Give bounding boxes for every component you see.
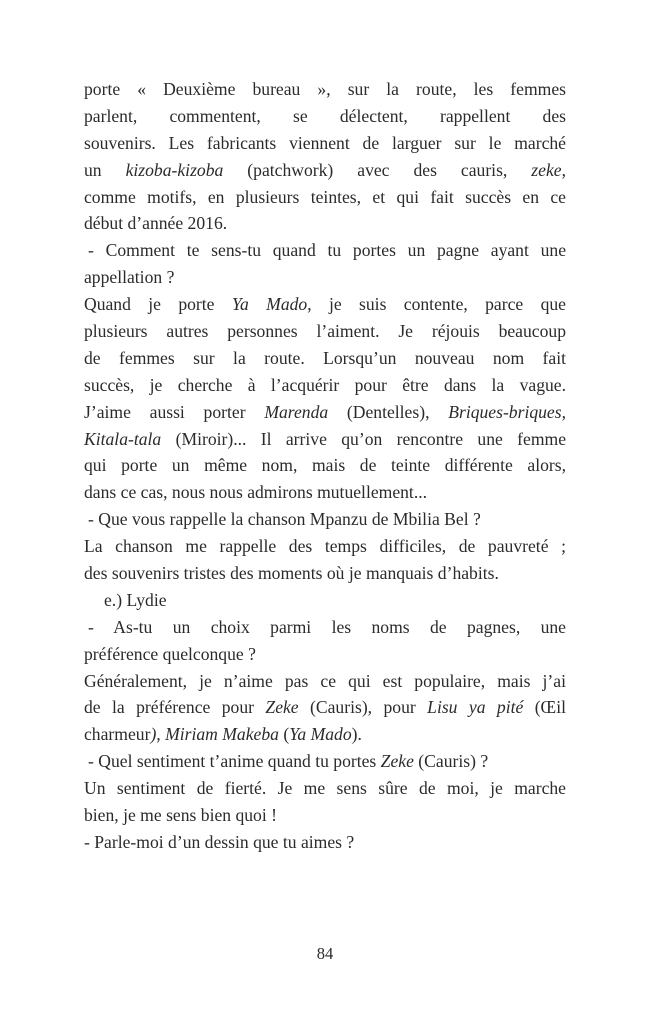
page-number: 84 bbox=[316, 944, 334, 963]
text-line: début d’année 2016. bbox=[84, 213, 228, 234]
text-line: un kizoba-kizoba (patchwork) avec des cauris, zeke, bbox=[84, 159, 566, 180]
text-line: de femmes sur la route. Lorsqu’un nouveau nom fait bbox=[84, 347, 566, 368]
text-line: parlent, commentent, se délectent, rappellent des bbox=[84, 105, 566, 126]
text-line: succès, je cherche à l’acquérir pour être dans la vague. bbox=[84, 374, 566, 395]
section-heading: e.) Lydie bbox=[104, 589, 167, 610]
text-line: préférence quelconque ? bbox=[84, 643, 256, 664]
question-line: - Quel sentiment t’anime quand tu portes Zeke (Cauris) ? bbox=[88, 751, 489, 772]
text-line: appellation ? bbox=[84, 267, 175, 288]
text-line: J’aime aussi porter Marenda (Dentelles), Briques-briques, bbox=[84, 401, 566, 422]
text-line: de la préférence pour Zeke (Cauris), pour Lisu ya pité (Œil bbox=[84, 697, 566, 718]
text-line: dans ce cas, nous nous admirons mutuellement... bbox=[84, 482, 428, 503]
text-line: comme motifs, en plusieurs teintes, et qui fait succès en ce bbox=[84, 186, 566, 207]
text-line: qui porte un même nom, mais de teinte différente alors, bbox=[84, 455, 566, 476]
text-line: bien, je me sens bien quoi ! bbox=[84, 805, 277, 826]
text-line: souvenirs. Les fabricants viennent de larguer sur le marché bbox=[84, 132, 566, 153]
question-line: - Comment te sens-tu quand tu portes un pagne ayant une bbox=[88, 240, 566, 261]
text-line: des souvenirs tristes des moments où je manquais d’habits. bbox=[84, 563, 499, 584]
question-line: - Parle-moi d’un dessin que tu aimes ? bbox=[84, 831, 355, 852]
question-line: - As-tu un choix parmi les noms de pagnes, une bbox=[88, 616, 566, 637]
text-line: charmeur), Miriam Makeba (Ya Mado). bbox=[84, 724, 362, 745]
text-line: Quand je porte Ya Mado, je suis contente, parce que bbox=[84, 294, 566, 315]
page-body bbox=[84, 76, 566, 856]
text-line: plusieurs autres personnes l’aiment. Je réjouis beaucoup bbox=[84, 321, 566, 342]
text-line: porte « Deuxième bureau », sur la route, les femmes bbox=[84, 79, 566, 99]
text-line: Un sentiment de fierté. Je me sens sûre de moi, je marche bbox=[84, 778, 566, 799]
text-line: Généralement, je n’aime pas ce qui est populaire, mais j’ai bbox=[84, 670, 566, 691]
text-line: Kitala-tala (Miroir)... Il arrive qu’on rencontre une femme bbox=[84, 428, 566, 449]
question-line: - Que vous rappelle la chanson Mpanzu de Mbilia Bel ? bbox=[88, 509, 481, 530]
text-line: La chanson me rappelle des temps difficiles, de pauvreté ; bbox=[84, 536, 566, 557]
